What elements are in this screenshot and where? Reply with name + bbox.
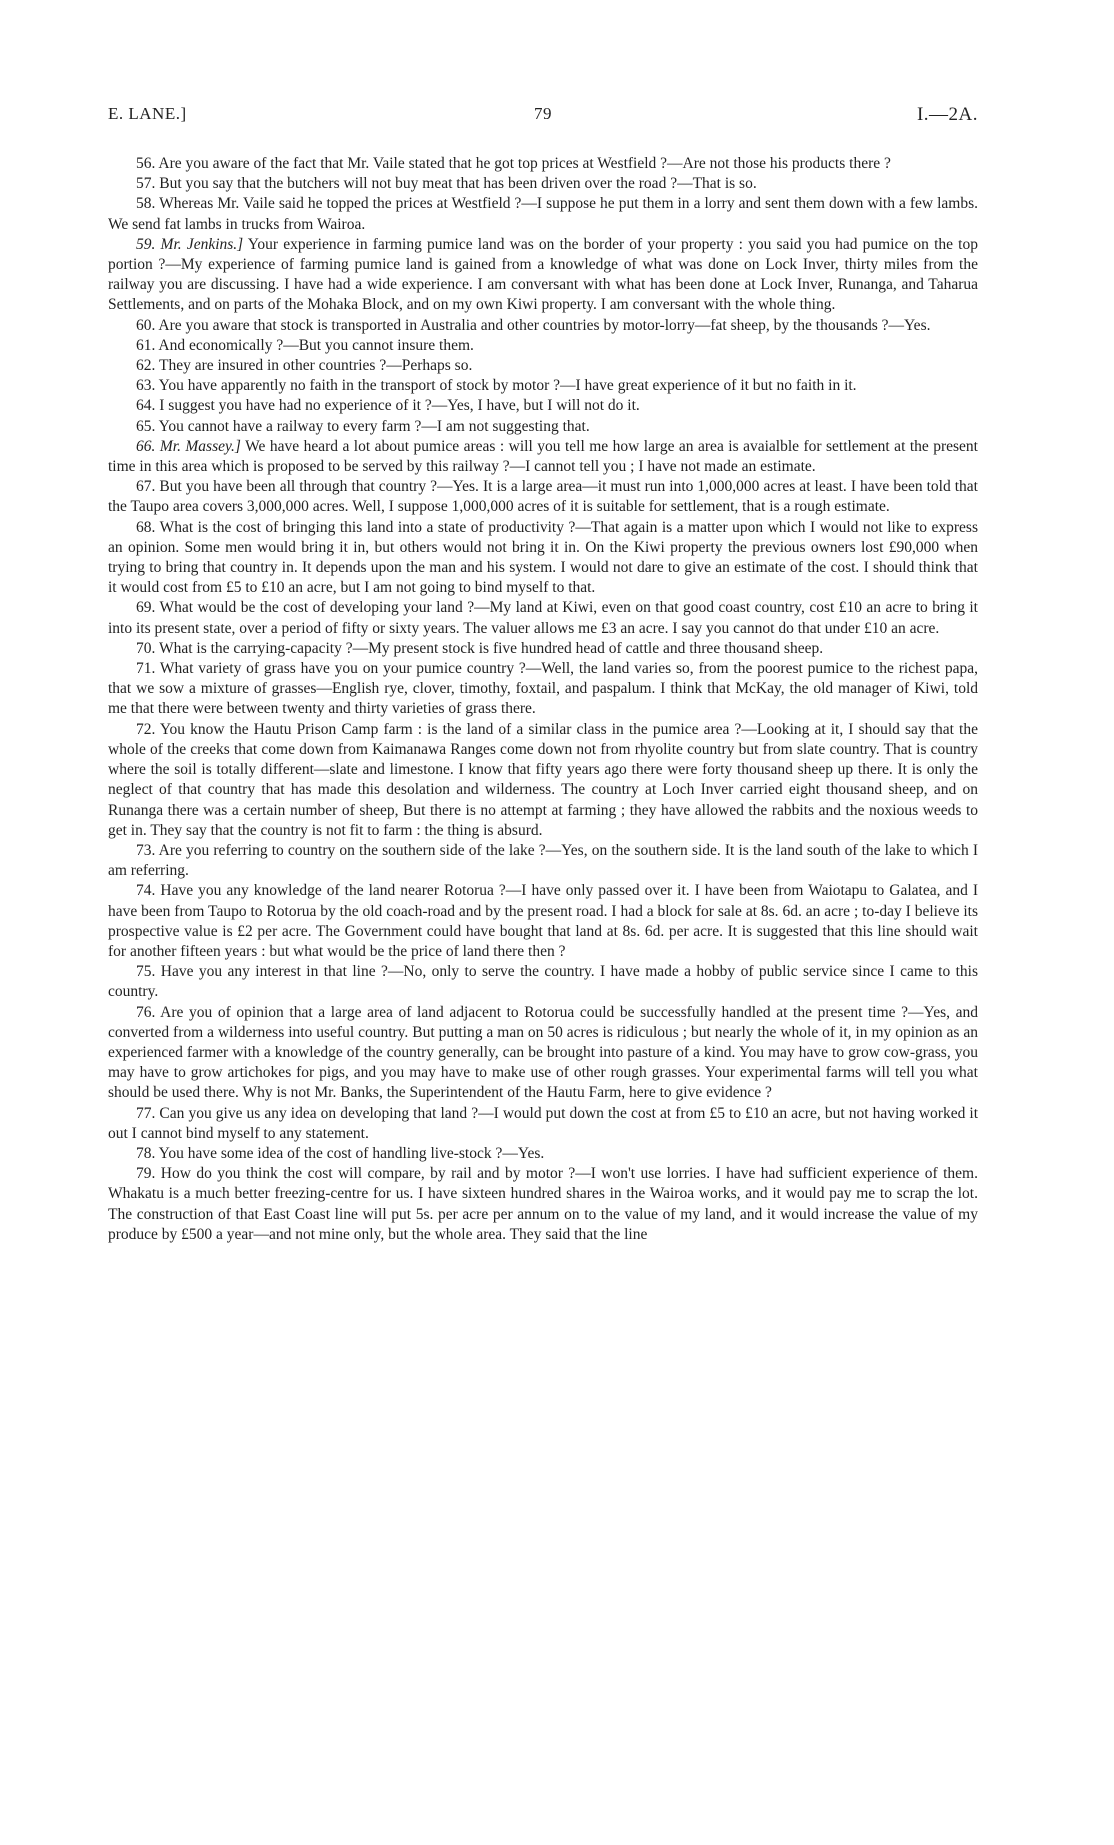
paragraph-text: 74. Have you any knowledge of the land nearer Rotorua ?—I have only passed over it. I have been from Waiotapu to Galatea, and I have been from Taupo to Rotorua by the old coach-road and by the present road. I had a block for sale at 8s. 6d. an acre ; to-day I believe its prospective value is £2 per acre. The Government could have bought that land at 8s. 6d. per acre. It is suggested that this line should wait for another fifteen years : but what would be the price of land there then ? [108, 882, 978, 960]
paragraph-text: 77. Can you give us any idea on developing that land ?—I would put down the cost at from £5 to £10 an acre, but not having worked it out I cannot bind myself to any statement. [108, 1104, 978, 1142]
paragraph-text: 62. They are insured in other countries ?—Perhaps so. [136, 357, 473, 375]
witness-name: E. LANE.] [108, 104, 187, 123]
question-paragraph [108, 1003, 978, 1104]
paragraph-text: 72. You know the Hautu Prison Camp farm : is the land of a similar class in the pumice area ?—Looking at it, I should say that the whole of the creeks that come down from Kaimanawa Ranges come down not from rhyolite country but from slate country. That is country where the soil is totally different—slate and limestone. I know that fifty years ago there were forty thousand sheep up there. It is only the neglect of that country that has made this desolation and wilderness. The country at Loch Inver carried eight thousand sheep, and on Runanga there was a certain number of sheep, But there is no attempt at farming ; they have allowed the rabbits and the noxious weeds to get in. They say that the country is not fit to farm : the thing is absurd. [108, 720, 978, 839]
question-paragraph [108, 235, 978, 316]
paragraph-text: 63. You have apparently no faith in the transport of stock by motor ?—I have great experience of it but no faith in it. [136, 377, 857, 395]
evidence-body [108, 154, 978, 1245]
paragraph-text: 70. What is the carrying-capacity ?—My present stock is five hundred head of cattle and three thousand sheep. [136, 639, 824, 657]
question-paragraph [108, 437, 978, 477]
question-paragraph [108, 1144, 978, 1164]
question-paragraph [108, 881, 978, 962]
question-paragraph [108, 659, 978, 720]
paragraph-text: 58. Whereas Mr. Vaile said he topped the prices at Westfield ?—I suppose he put them in a lorry and sent them down with a few lambs. We send fat lambs in trucks from Wairoa. [108, 195, 978, 233]
question-paragraph [108, 1104, 978, 1144]
paragraph-text: 76. Are you of opinion that a large area of land adjacent to Rotorua could be successfully handled at the present time ?—Yes, and converted from a wilderness into useful country. But putting a man on 50 acres is ridiculous ; but nearly the whole of it, in my opinion as an experienced farmer with a knowledge of the country generally, can be brought into pasture of a kind. You may have to grow cow-grass, you may have to grow artichokes for pigs, and you may have to make use of other rough grasses. Your experimental farms will tell you what should be used there. Why is not Mr. Banks, the Superintendent of the Hautu Farm, here to give evidence ? [108, 1003, 978, 1102]
paragraph-text: 78. You have some idea of the cost of handling live-stock ?—Yes. [136, 1144, 545, 1162]
question-paragraph [108, 154, 978, 174]
paragraph-text: 79. How do you think the cost will compare, by rail and by motor ?—I won't use lorries. I have had sufficient experience of them. Whakatu is a much better freezing-centre for us. I have sixteen hundred shares in the Wairoa works, and it would pay me to scrap the lot. The construction of that East Coast line will put 5s. per acre per annum on to the value of my land, and it would increase the value of my produce by £500 a year—and not mine only, but the whole area. They said that the line [108, 1165, 978, 1243]
speaker-label: 66. Mr. Massey.] [136, 437, 241, 455]
speaker-label: 59. Mr. Jenkins.] [136, 235, 244, 253]
question-paragraph [108, 356, 978, 376]
question-paragraph [108, 841, 978, 881]
paragraph-text: 57. But you say that the butchers will not buy meat that has been driven over the road ?—That is so. [136, 175, 757, 193]
question-paragraph [108, 376, 978, 396]
question-paragraph [108, 417, 978, 437]
question-paragraph [108, 194, 978, 234]
paragraph-text: Your experience in farming pumice land was on the border of your property : you said you had pumice on the top portion ?—My experience of farming pumice land is gained from a knowledge of what was done on Lock Inver, thirty miles from the railway you are discussing. I have had a wide experience. I am conversant with what has been done at Lock Inver, Runanga, and Taharua Settlements, and on parts of the Mohaka Block, and on my own Kiwi property. I am conversant with the whole thing. [108, 235, 978, 314]
paragraph-text: 67. But you have been all through that country ?—Yes. It is a large area—it must run into 1,000,000 acres at least. I have been told that the Taupo area covers 3,000,000 acres. Well, I suppose 1,000,000 acres of it is suitable for settlement, that is a rough estimate. [108, 478, 978, 516]
question-paragraph [108, 1164, 978, 1245]
paragraph-text: 68. What is the cost of bringing this land into a state of productivity ?—That again is a matter upon which I would not like to express an opinion. Some men would bring it in, but others would not bring it in. On the Kiwi property the previous owners lost £90,000 when trying to bring that country in. It depends upon the man and his system. I would not dare to give an estimate of the cost. I should think that it would cost from £5 to £10 an acre, but I am not going to bind myself to that. [108, 518, 978, 597]
page-number: 79 [534, 104, 552, 123]
question-paragraph [108, 396, 978, 416]
paragraph-text: 56. Are you aware of the fact that Mr. Vaile stated that he got top prices at Westfield ?—Are not those his products there ? [136, 155, 891, 172]
page-header [108, 104, 978, 138]
question-paragraph [108, 639, 978, 659]
question-paragraph [108, 598, 978, 638]
paragraph-text: 69. What would be the cost of developing your land ?—My land at Kiwi, even on that good coast country, cost £10 an acre to bring it into its present state, over a period of fifty or sixty years. The valuer allows me £3 an acre. I say you cannot do that under £10 an acre. [108, 599, 978, 637]
paragraph-text: 65. You cannot have a railway to every farm ?—I am not suggesting that. [136, 417, 590, 435]
question-paragraph [108, 518, 978, 599]
question-paragraph [108, 174, 978, 194]
question-paragraph [108, 962, 978, 1002]
paragraph-text: 61. And economically ?—But you cannot insure them. [136, 336, 474, 354]
question-paragraph [108, 316, 978, 336]
paragraph-text: 73. Are you referring to country on the southern side of the lake ?—Yes, on the southern side. It is the land south of the lake to which I am referring. [108, 841, 978, 880]
paragraph-text: 60. Are you aware that stock is transported in Australia and other countries by motor-lorry—fat sheep, by the thousands ?—Yes. [136, 316, 931, 334]
question-paragraph [108, 720, 978, 841]
paragraph-text: 71. What variety of grass have you on your pumice country ?—Well, the land varies so, from the poorest pumice to the richest papa, that we sow a mixture of grasses—English rye, clover, timothy, foxtail, and paspalum. I think that McKay, the old manager of Kiwi, told me that there were between twenty and thirty varieties of grass there. [108, 660, 978, 718]
question-paragraph [108, 477, 978, 517]
paragraph-text: 75. Have you any interest in that line ?—No, only to serve the country. I have made a hobby of public service since I came to this country. [108, 963, 978, 1001]
question-paragraph [108, 336, 978, 356]
paper-reference: I.—2A. [916, 104, 978, 125]
paragraph-text: We have heard a lot about pumice areas : will you tell me how large an area is avaialble for settlement at the present time in this area which is proposed to be served by this railway ?—I cannot tell you ; I have not made an estimate. [108, 437, 978, 476]
paragraph-text: 64. I suggest you have had no experience of it ?—Yes, I have, but I will not do it. [136, 397, 640, 415]
